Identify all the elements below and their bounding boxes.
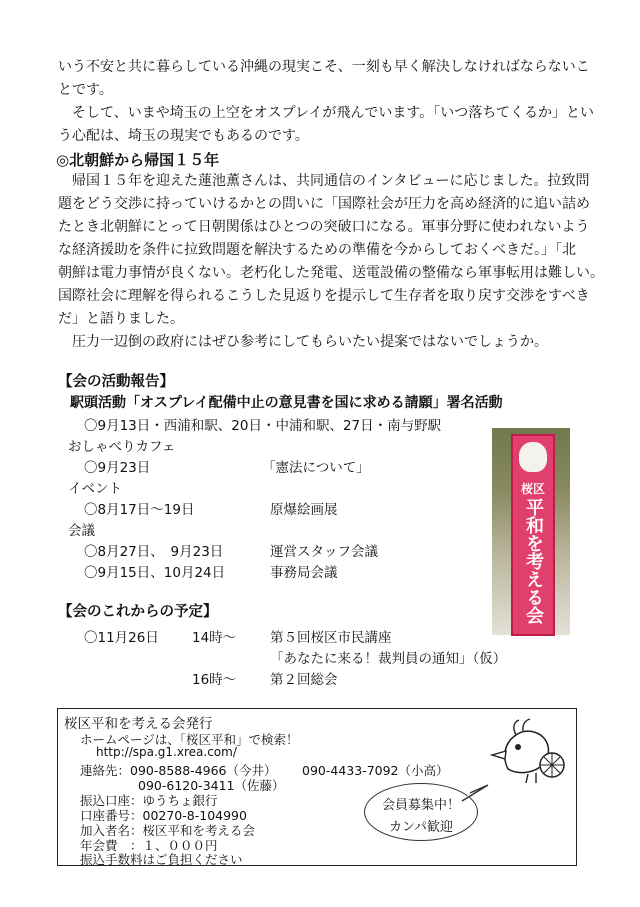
intro-paragraph — [58, 56, 594, 148]
fee-note: 振込手数料はご負担ください — [80, 852, 243, 867]
publisher: 桜区平和を考える会発行 — [64, 716, 213, 732]
intro-line: う心配は、埼玉の現実でもあるのです。 — [58, 128, 309, 144]
nk-line: 国際社会に理解を得られるこうした見返りを提示して生存者を取り戻す交渉をすべき — [58, 288, 590, 304]
banner-top-text: 桜区 — [520, 482, 545, 496]
bank-name: 振込口座：ゆうちょ銀行 — [80, 793, 218, 808]
nk-line: たとき北朝鮮にとって日朝関係はひとつの突破口になる。軍事分野に使われないよう — [58, 219, 590, 235]
cafe-date: 〇9月23日 — [84, 460, 151, 476]
event-topic: 原爆絵画展 — [270, 502, 338, 518]
contact-line-1: 連絡先：090-8588-4966（今井） — [80, 763, 277, 778]
meeting1-topic: 運営スタッフ会議 — [270, 544, 378, 560]
banner-flag — [511, 434, 555, 636]
schedule-item1-title: 第５回桜区市民講座 — [270, 630, 392, 646]
schedule-item2-time: 16時〜 — [192, 672, 237, 688]
mascot-icon — [519, 442, 547, 472]
north-korea-heading: ◎北朝鮮から帰国１５年 — [56, 151, 220, 169]
annual-fee: 年会費 ：１、０００円 — [80, 838, 218, 853]
homepage-url: http://spa.g1.xrea.com/ — [96, 745, 237, 759]
schedule-item1-time: 14時〜 — [192, 630, 237, 646]
account-holder: 加入者名：桜区平和を考える会 — [80, 823, 256, 838]
meeting-label: 会議 — [68, 523, 95, 539]
intro-line: そして、いまや埼玉の上空をオスプレイが飛んでいます。「いつ落ちてくるか」とい — [58, 105, 595, 121]
activity-report-heading: 【会の活動報告】 — [58, 374, 174, 390]
banner-photo — [492, 428, 570, 635]
schedule-item1-subtitle: 「あなたに来る！裁判員の通知」（仮） — [270, 651, 507, 667]
intro-line: いう不安と共に暮らしている沖縄の現実こそ、一刻も早く解決しなければならないこ — [58, 59, 590, 75]
intro-line: とです。 — [58, 82, 113, 98]
account-number: 口座番号：00270-8-104990 — [80, 808, 247, 823]
bubble-tail — [460, 783, 490, 805]
meeting2-date: 〇9月15日、10月24日 — [84, 565, 226, 581]
event-date: 〇8月17日〜19日 — [84, 502, 195, 518]
contact-line-1b: 090-4433-7092（小高） — [302, 763, 449, 778]
nk-line: 題をどう交渉に持っていけるかとの問いに「国際社会が圧力を高め経済的に追い詰め — [58, 196, 590, 212]
mascot-bird-icon — [488, 717, 570, 787]
meeting2-topic: 事務局会議 — [270, 565, 338, 581]
cafe-topic: 「憲法について」 — [262, 460, 370, 476]
footer-box — [57, 708, 577, 866]
nk-line: 圧力一辺倒の政府にはぜひ参考にしてもらいたい提案ではないでしょうか。 — [58, 334, 548, 350]
schedule-item2-title: 第２回総会 — [270, 672, 338, 688]
event-label: イベント — [68, 481, 122, 497]
nk-line: だ」と語りました。 — [58, 311, 184, 327]
nk-line: 帰国１５年を迎えた蓮池薫さんは、共同通信のインタビューに応じました。拉致問 — [58, 173, 590, 189]
nk-line: 朝鮮は電力事情が良くない。老朽化した発電、送電設備の整備なら軍事転用は難しい。 — [58, 265, 604, 281]
north-korea-paragraph — [58, 170, 604, 354]
bubble-line-2: カンパ歓迎 — [388, 820, 454, 835]
bubble-line-1: 会員募集中！ — [381, 798, 460, 813]
schedule-item1-date: 〇11月26日 — [84, 630, 159, 646]
contact-line-2: 090-6120-3411（佐藤） — [138, 778, 285, 793]
homepage-text: ホームページは、「桜区平和」で検索！ — [80, 732, 299, 747]
banner-main-text: 平和を考える会 — [523, 498, 544, 624]
signature-activity-title: 駅頭活動「オスプレイ配備中止の意見書を国に求める請願」署名活動 — [70, 395, 503, 411]
cafe-label: おしゃべりカフェ — [68, 439, 176, 455]
nk-line: な経済援助を条件に拉致問題を解決するための準備を今からしておくべきだ。」「北 — [58, 242, 576, 258]
signature-dates: 〇9月13日・西浦和駅、20日・中浦和駅、27日・南与野駅 — [84, 418, 442, 434]
meeting1-date: 〇8月27日、 9月23日 — [84, 544, 224, 560]
schedule-heading: 【会のこれからの予定】 — [58, 604, 218, 620]
